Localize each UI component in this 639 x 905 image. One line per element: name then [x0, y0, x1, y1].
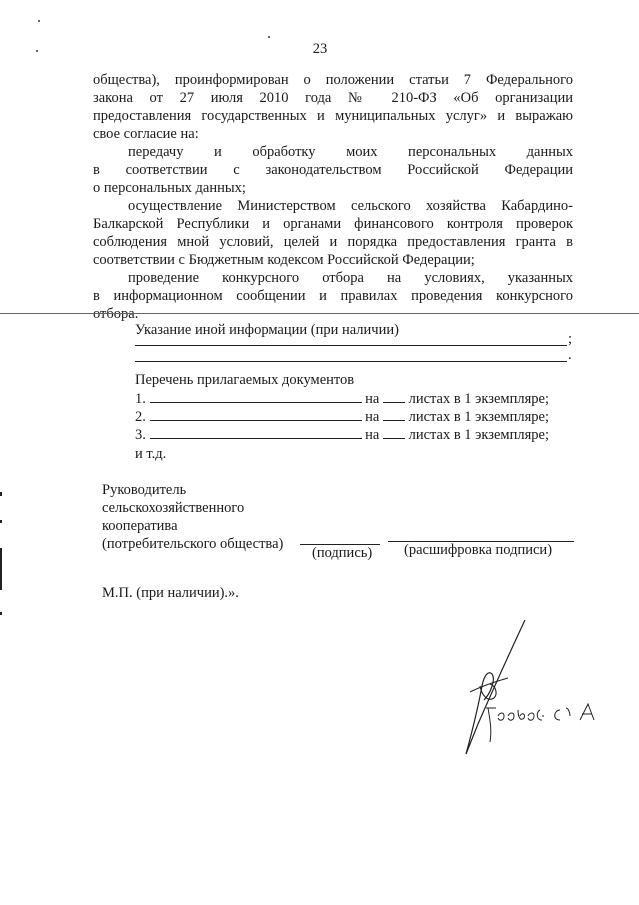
consent-line: Балкарской Республики и органами финансового контроля проверок	[93, 216, 573, 232]
consent-line: о персональных данных;	[93, 180, 246, 196]
consent-line: в информационном сообщении и правилах проведения конкурсного	[93, 288, 573, 304]
page-number: 23	[312, 41, 328, 57]
signatory-title: кооператива	[102, 518, 178, 534]
document-item-on: на	[365, 391, 380, 407]
scan-speck	[38, 20, 40, 22]
signature-decoding-caption: (расшифровка подписи)	[404, 542, 553, 558]
document-item-on: на	[365, 427, 380, 443]
consent-line: отбора.	[93, 306, 139, 322]
other-info-label: Указание иной информации (при наличии)	[135, 322, 399, 338]
document-item-on: на	[365, 409, 380, 425]
handwritten-signature	[430, 612, 610, 762]
consent-line: закона от 27 июля 2010 года № 210-ФЗ «Об организации	[93, 90, 573, 106]
other-info-line	[135, 361, 567, 362]
document-name-blank	[150, 426, 362, 439]
sheet-count-blank	[383, 426, 405, 439]
consent-line: соблюдения мной условий, целей и порядка предоставления гранта в	[93, 234, 573, 250]
signatory-title: Руководитель	[102, 482, 187, 498]
signatory-title: сельскохозяйственного	[102, 500, 245, 516]
document-name-blank	[150, 390, 362, 403]
scan-margin-mark	[0, 612, 2, 615]
consent-line: в соответствии с законодательством Российской Федерации	[93, 162, 573, 178]
document-item-number: 3.	[135, 427, 146, 443]
document-item-sheets: листах в 1 экземпляре;	[408, 409, 549, 425]
other-info-line-end: .	[568, 347, 572, 363]
document-item-sheets: листах в 1 экземпляре;	[408, 427, 549, 443]
document-item	[135, 426, 549, 444]
document-item-number: 2.	[135, 409, 146, 425]
consent-line: предоставления государственных и муниципальных услуг» и выражаю	[93, 108, 573, 124]
other-info-line	[135, 345, 567, 346]
consent-line: передачу и обработку моих персональных данных	[128, 144, 573, 160]
consent-line: общества), проинформирован о положении статьи 7 Федерального	[93, 72, 573, 88]
other-info-line-end: ;	[568, 331, 573, 347]
consent-line: проведение конкурсного отбора на условиях, указанных	[128, 270, 573, 286]
consent-line: соответствии с Бюджетным кодексом Российской Федерации;	[93, 252, 475, 268]
sheet-count-blank	[383, 390, 405, 403]
scan-margin-mark	[0, 492, 2, 496]
scan-speck	[268, 36, 270, 38]
documents-etc: и т.д.	[135, 446, 167, 462]
stamp-place-label: М.П. (при наличии).».	[102, 585, 239, 601]
document-item	[135, 390, 549, 408]
consent-line: свое согласие на:	[93, 126, 199, 142]
document-item-sheets: листах в 1 экземпляре;	[408, 391, 549, 407]
document-item-number: 1.	[135, 391, 146, 407]
documents-heading: Перечень прилагаемых документов	[135, 372, 355, 388]
scan-margin-mark	[0, 548, 2, 590]
consent-line: осуществление Министерством сельского хозяйства Кабардино-	[128, 198, 573, 214]
scan-margin-mark	[0, 520, 2, 523]
signature-caption: (подпись)	[312, 545, 373, 561]
scan-seam-line	[0, 313, 639, 314]
document-name-blank	[150, 408, 362, 421]
sheet-count-blank	[383, 408, 405, 421]
signatory-title: (потребительского общества)	[102, 536, 284, 552]
document-item	[135, 408, 549, 426]
scan-speck	[36, 50, 38, 52]
